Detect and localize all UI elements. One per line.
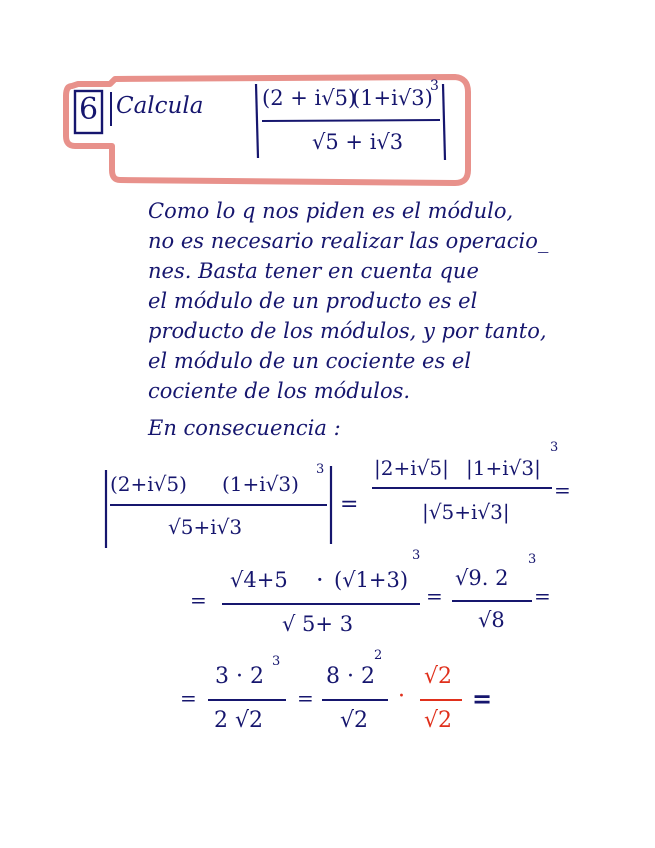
step3-f1-exp: 3 <box>272 654 281 669</box>
step2-num-exp: 3 <box>412 548 421 563</box>
step3-f2-den: √2 <box>340 708 369 733</box>
fraction-bar <box>262 120 440 121</box>
step2-dot: · <box>316 566 324 594</box>
step3-f2-exp: 2 <box>374 648 383 663</box>
step3-f3-den: √2 <box>424 708 453 733</box>
step3-eq-end: = <box>472 684 493 713</box>
header-num-exp: 3 <box>430 78 439 94</box>
step3-eq-start: = <box>180 686 197 710</box>
step2-eq-mid: = <box>426 584 443 608</box>
explanation-line: el módulo de un producto es el <box>148 289 478 313</box>
abs-bar-right <box>443 84 445 160</box>
step3-dot: · <box>398 684 405 709</box>
step3-f3-num: √2 <box>424 664 453 689</box>
step2-num-a: √4+5 <box>230 568 288 592</box>
explanation-line: no es necesario realizar las operacio_ <box>148 229 549 253</box>
explanation-line: Como lo q nos piden es el módulo, <box>148 199 514 223</box>
explanation-line: el módulo de un cociente es el <box>148 349 472 373</box>
step1-lhs-den: √5+i√3 <box>168 515 243 539</box>
explanation-line: En consecuencia : <box>148 416 341 440</box>
abs-bar-left <box>256 84 258 158</box>
explanation-line: producto de los módulos, y por tanto, <box>148 319 547 343</box>
step3-f1-num: 3 · 2 <box>215 664 264 689</box>
step1-lhs-exp: 3 <box>316 462 325 477</box>
step1-lhs-num-a: (2+i√5) <box>110 472 187 496</box>
step2-r-num: √9. 2 <box>455 566 509 590</box>
step3-f2-num: 8 · 2 <box>326 664 375 689</box>
explanation-line: nes. Basta tener en cuenta que <box>148 259 479 283</box>
header-den: √5 + i√3 <box>312 130 404 154</box>
step1-rhs-num-a: |2+i√5| <box>374 456 449 480</box>
step1-rhs-num-b: |1+i√3| <box>466 456 541 480</box>
step1-eq: = <box>340 492 359 517</box>
step2-num-b: (√1+3) <box>334 568 409 592</box>
step1-eq-end: = <box>554 478 571 502</box>
problem-number: 6 <box>79 92 99 127</box>
step1-rhs-exp: 3 <box>550 440 559 455</box>
header-num-a: (2 + i√5) <box>262 86 357 110</box>
step2-eq-start: = <box>190 588 207 612</box>
step2-r-den: √8 <box>478 608 505 632</box>
step2-eq-end: = <box>534 584 551 608</box>
step2-r-exp: 3 <box>528 552 537 567</box>
problem-verb: Calcula <box>116 93 204 119</box>
step3-eq-mid: = <box>297 686 314 710</box>
step1-lhs-num-b: (1+i√3) <box>222 472 299 496</box>
header-num-b: (1+i√3) <box>352 86 433 110</box>
step2-den: √ 5+ 3 <box>282 612 354 636</box>
step3-f1-den: 2 √2 <box>214 708 264 733</box>
step1-rhs-den: |√5+i√3| <box>422 500 510 524</box>
explanation-line: cociente de los módulos. <box>148 379 411 403</box>
